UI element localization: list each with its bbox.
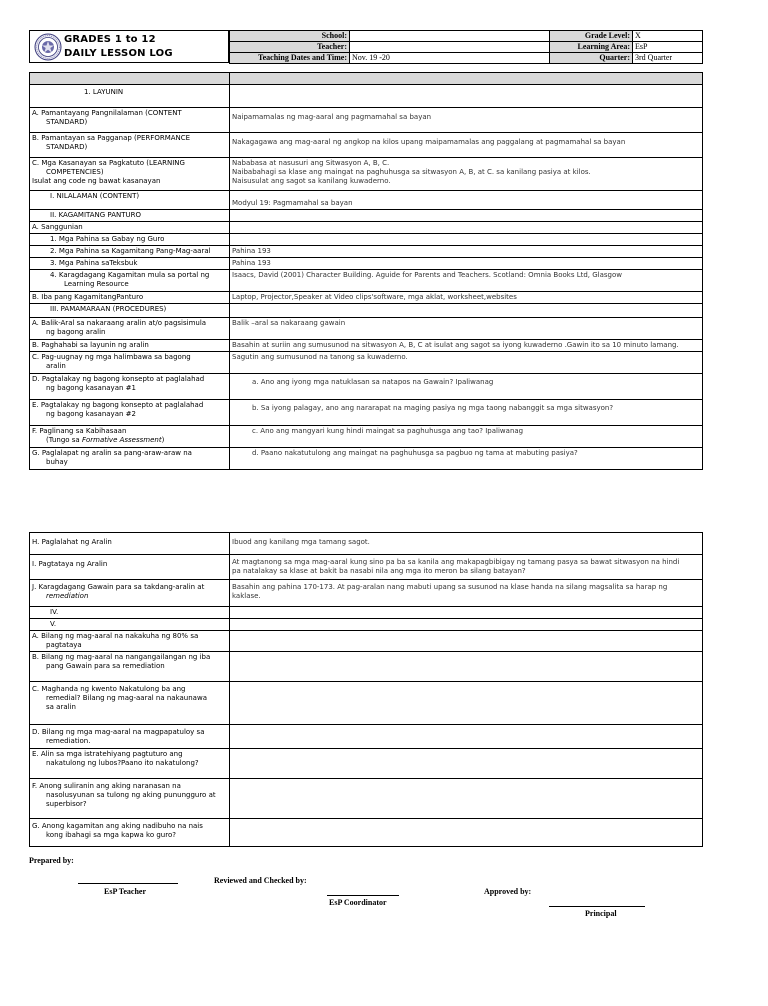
section-v-heading: V. (30, 619, 230, 631)
reflection-e-line2: nakatulong ng lubos?Paano ito nakatulong? (46, 759, 199, 767)
pagtalakay-2-label (30, 400, 230, 426)
performance-standard-label (30, 133, 230, 158)
teacher-label: Teacher: (230, 42, 350, 53)
paglinang-value: c. Ano ang mangyari kung hindi maingat sa paghuhusga ang tao? Ipaliwanag (230, 426, 703, 448)
school-value (350, 31, 550, 42)
reflection-b-line2: pang Gawain para sa remediation (46, 662, 165, 670)
pag-uugnay-label (30, 352, 230, 374)
pagtalakay-1-label-line1: D. Pagtalakay ng bagong konsepto at paglalahad (32, 375, 205, 383)
layunin-empty (230, 85, 703, 108)
learning-competencies-label-line2: COMPETENCIES) (46, 168, 104, 176)
karagdagang-gawain-value-line2: kaklase. (232, 592, 261, 600)
nilalaman-heading: I. NILALAMAN (CONTENT) (30, 191, 230, 210)
nilalaman-value: Modyul 19: Pagmamahal sa bayan (230, 191, 703, 210)
reflection-g-label (30, 819, 230, 847)
section-iv-empty (230, 607, 703, 619)
paglalahat-value: Ibuod ang kanilang mga tamang sagot. (230, 533, 703, 555)
iba-pang-kagamitan-label: B. Iba pang KagamitangPanturo (30, 292, 230, 304)
pagtalakay-1-label (30, 374, 230, 400)
pagtalakay-1-value: a. Ano ang iyong mga natuklasan sa natapos na Gawain? Ipaliwanag (230, 374, 703, 400)
pagtalakay-2-label-line2: ng bagong kasanayan #2 (46, 410, 136, 418)
section-iv-heading: IV. (30, 607, 230, 619)
prepared-by-label: Prepared by: (29, 856, 74, 865)
karagdagang-gawain-label-line2: remediation (46, 592, 89, 600)
reflection-f-line1: F. Anong suliranin ang aking naranasan na (32, 782, 181, 790)
learning-competencies-value (230, 158, 703, 191)
paglalahat-label: H. Paglalahat ng Aralin (30, 533, 230, 555)
balik-aral-label-line2: ng bagong aralin (46, 328, 106, 336)
pang-mag-aaral-value: Pahina 193 (230, 246, 703, 258)
deped-seal-icon (34, 33, 62, 61)
reflection-c-line3: sa aralin (46, 703, 76, 711)
competency-3: Naisusulat ang sagot sa kanilang kuwaderno. (232, 177, 391, 185)
reflection-g-line2: kong ibahagi sa mga kapwa ko guro? (46, 831, 176, 839)
pag-uugnay-label-line2: aralin (46, 362, 66, 370)
paghahabi-label: B. Paghahabi sa layunin ng aralin (30, 340, 230, 352)
content-standard-label-line1: A. Pamantayang Pangnilalaman (CONTENT (32, 109, 182, 117)
kagamitan-empty (230, 210, 703, 222)
teksbuk-value: Pahina 193 (230, 258, 703, 270)
balik-aral-label-line1: A. Balik-Aral sa nakaraang aralin at/o pagsisimula (32, 319, 207, 327)
teacher-value (350, 42, 550, 53)
pamamaraan-heading: III. PAMAMARAAN (PROCEDURES) (30, 304, 230, 318)
pagtalakay-2-value: b. Sa iyong palagay, ano ang nararapat na maging pasiya ng mga taong nabanggit sa mga sitwasyon? (230, 400, 703, 426)
learning-competencies-label-line1: C. Mga Kasanayan sa Pagkatuto (LEARNING (32, 159, 185, 167)
content-standard-label-line2: STANDARD) (46, 118, 88, 126)
learning-competencies-code-note: Isulat ang code ng bawat kasanayan (32, 177, 161, 185)
title-grades: GRADES 1 to 12 (64, 34, 156, 45)
reflection-e-label (30, 749, 230, 779)
school-label: School: (230, 31, 350, 42)
pamamaraan-empty (230, 304, 703, 318)
title-daily-lesson-log: DAILY LESSON LOG (64, 48, 173, 59)
principal-label: Principal (585, 909, 617, 918)
competency-1: Nababasa at nasusuri ang Sitwasyon A, B, C. (232, 159, 390, 167)
iba-pang-kagamitan-value: Laptop, Projector,Speaker at Video clips'software, mga aklat, worksheet,websites (230, 292, 703, 304)
kagamitan-heading: II. KAGAMITANG PANTURO (30, 210, 230, 222)
karagdagang-gawain-label-line1: J. Karagdagang Gawain para sa takdang-aralin at (32, 583, 205, 591)
paglinang-label-prefix: (Tungo sa (46, 436, 82, 444)
karagdagang-gawain-value-line1: Basahin ang pahina 170-173. At pag-aralan nang mabuti upang sa susunod na klase handa na silang magsalita sa harap ng (232, 583, 668, 591)
reflection-c-value (230, 682, 703, 725)
reflection-d-label (30, 725, 230, 749)
pagtataya-value-line2: pa natalakay sa klase at bakit ba nasabi nila ang mga ito meron ba silang batayan? (232, 567, 526, 575)
competency-2: Naibabahagi sa klase ang maingat na paghuhusga sa sitwasyon A, B, at C. sa kanilang pasiya at kilos. (232, 168, 591, 176)
pagtataya-label: I. Pagtataya ng Aralin (30, 555, 230, 580)
reflection-d-line2: remediation. (46, 737, 91, 745)
reflection-c-line2: remedial? Bilang ng mag-aaral na nakaunawa (46, 694, 207, 702)
pagtalakay-1-label-line2: ng bagong kasanayan #1 (46, 384, 136, 392)
reflection-f-label (30, 779, 230, 819)
sanggunian-label: A. Sanggunian (30, 222, 230, 234)
header-meta-table (229, 30, 703, 64)
approved-by-label: Approved by: (484, 887, 532, 896)
pagtalakay-2-label-line1: E. Pagtalakay ng bagong konsepto at paglalahad (32, 401, 204, 409)
paglalapat-label-line1: G. Paglalapat ng aralin sa pang-araw-araw na (32, 449, 192, 457)
grade-level-label: Grade Level: (550, 31, 633, 42)
reflection-f-value (230, 779, 703, 819)
teaching-dates-value: Nov. 19 -20 (350, 53, 550, 64)
paghahabi-value: Basahin at suriin ang sumusunod na sitwasyon A, B, C at isulat ang sagot sa iyong kuwaderno .Gawin ito sa 10 minuto lamang. (230, 340, 703, 352)
content-standard-value: Naipamamalas ng mag-aaral ang pagmamahal sa bayan (230, 108, 703, 133)
teaching-dates-label: Teaching Dates and Time: (230, 53, 350, 64)
paglalapat-value: d. Paano nakatutulong ang maingat na paghuhusga sa pagbuo ng tama at mabuting pasiya? (230, 448, 703, 470)
learning-competencies-label (30, 158, 230, 191)
reflection-a-value (230, 631, 703, 652)
portal-label-line1: 4. Karagdagang Kagamitan mula sa portal ng (50, 271, 210, 279)
learning-area-label: Learning Area: (550, 42, 633, 53)
gabay-ng-guro-label: 1. Mga Pahina sa Gabay ng Guro (30, 234, 230, 246)
sanggunian-empty (230, 222, 703, 234)
portal-learning-resource-label (30, 270, 230, 292)
pag-uugnay-value: Sagutin ang sumusunod na tanong sa kuwaderno. (230, 352, 703, 374)
quarter-label: Quarter: (550, 53, 633, 64)
title-box (29, 30, 229, 63)
reflection-d-value (230, 725, 703, 749)
learning-area-value: EsP (633, 42, 703, 53)
reflection-g-value (230, 819, 703, 847)
paglinang-label-line1: F. Paglinang sa Kabihasaan (32, 427, 127, 435)
performance-standard-value: Nakagagawa ang mag-aaral ng angkop na kilos upang maipamamalas ang paggalang at pagmamahal sa bayan (230, 133, 703, 158)
paglinang-label (30, 426, 230, 448)
reflection-e-line1: E. Alin sa mga istratehiyang pagtuturo ang (32, 750, 183, 758)
reflection-g-line1: G. Anong kagamitan ang aking nadibuho na nais (32, 822, 203, 830)
paglinang-label-italic: Formative Assessment (81, 436, 162, 444)
reflection-a-line1: A. Bilang ng mag-aaral na nakakuha ng 80% sa (32, 632, 199, 640)
content-standard-label (30, 108, 230, 133)
performance-standard-label-line1: B. Pamantayan sa Pagganap (PERFORMANCE (32, 134, 191, 142)
karagdagang-gawain-value (230, 580, 703, 607)
balik-aral-label (30, 318, 230, 340)
principal-signature-line (549, 906, 645, 907)
table-header-right (230, 73, 703, 85)
performance-standard-label-line2: STANDARD) (46, 143, 88, 151)
reflection-c-label (30, 682, 230, 725)
pang-mag-aaral-label: 2. Mga Pahina sa Kagamitang Pang-Mag-aaral (30, 246, 230, 258)
pagtataya-value (230, 555, 703, 580)
layunin-heading: 1. LAYUNIN (30, 85, 230, 108)
paglinang-label-suffix: ) (161, 436, 165, 444)
reflection-b-value (230, 652, 703, 682)
lesson-log-table-continued (29, 532, 703, 847)
esp-teacher-label: EsP Teacher (104, 887, 147, 896)
balik-aral-value: Balik –aral sa nakaraang gawain (230, 318, 703, 340)
grade-level-value: X (633, 31, 703, 42)
pagtataya-value-line1: At magtanong sa mga mag-aaral kung sino pa ba sa kanila ang makapagbibigay ng tamang pasya sa bawat sitwasyon na hindi (232, 558, 680, 566)
paglinang-label-line2 (32, 436, 164, 444)
reflection-c-line1: C. Maghanda ng kwento Nakatulong ba ang (32, 685, 186, 693)
reflection-e-value (230, 749, 703, 779)
portal-label-line2: Learning Resource (64, 280, 129, 288)
teacher-signature-line (78, 883, 178, 884)
gabay-ng-guro-value (230, 234, 703, 246)
lesson-log-table (29, 72, 703, 470)
reflection-a-line2: pagtataya (46, 641, 82, 649)
portal-learning-resource-value: Isaacs, David (2001) Character Building. Aguide for Parents and Teachers. Scotland: Omnia Books Ltd, Glasgow (230, 270, 703, 292)
table-header-left (30, 73, 230, 85)
reflection-f-line2: nasolusyunan sa tulong ng aking punungguro at (46, 791, 216, 799)
section-v-empty (230, 619, 703, 631)
reviewed-by-label: Reviewed and Checked by: (214, 876, 307, 885)
paglalapat-label-line2: buhay (46, 458, 68, 466)
reflection-a-label (30, 631, 230, 652)
reflection-b-label (30, 652, 230, 682)
karagdagang-gawain-label (30, 580, 230, 607)
reflection-b-line1: B. Bilang ng mag-aaral na nangangailangan ng iba (32, 653, 211, 661)
paglalapat-label (30, 448, 230, 470)
esp-coordinator-label: EsP Coordinator (329, 898, 387, 907)
teksbuk-label: 3. Mga Pahina saTeksbuk (30, 258, 230, 270)
coordinator-signature-line (327, 895, 399, 896)
reflection-d-line1: D. Bilang ng mga mag-aaral na magpapatuloy sa (32, 728, 205, 736)
lesson-log-header (29, 30, 702, 63)
quarter-value: 3rd Quarter (633, 53, 703, 64)
pag-uugnay-label-line1: C. Pag-uugnay ng mga halimbawa sa bagong (32, 353, 191, 361)
reflection-f-line3: superbisor? (46, 800, 87, 808)
